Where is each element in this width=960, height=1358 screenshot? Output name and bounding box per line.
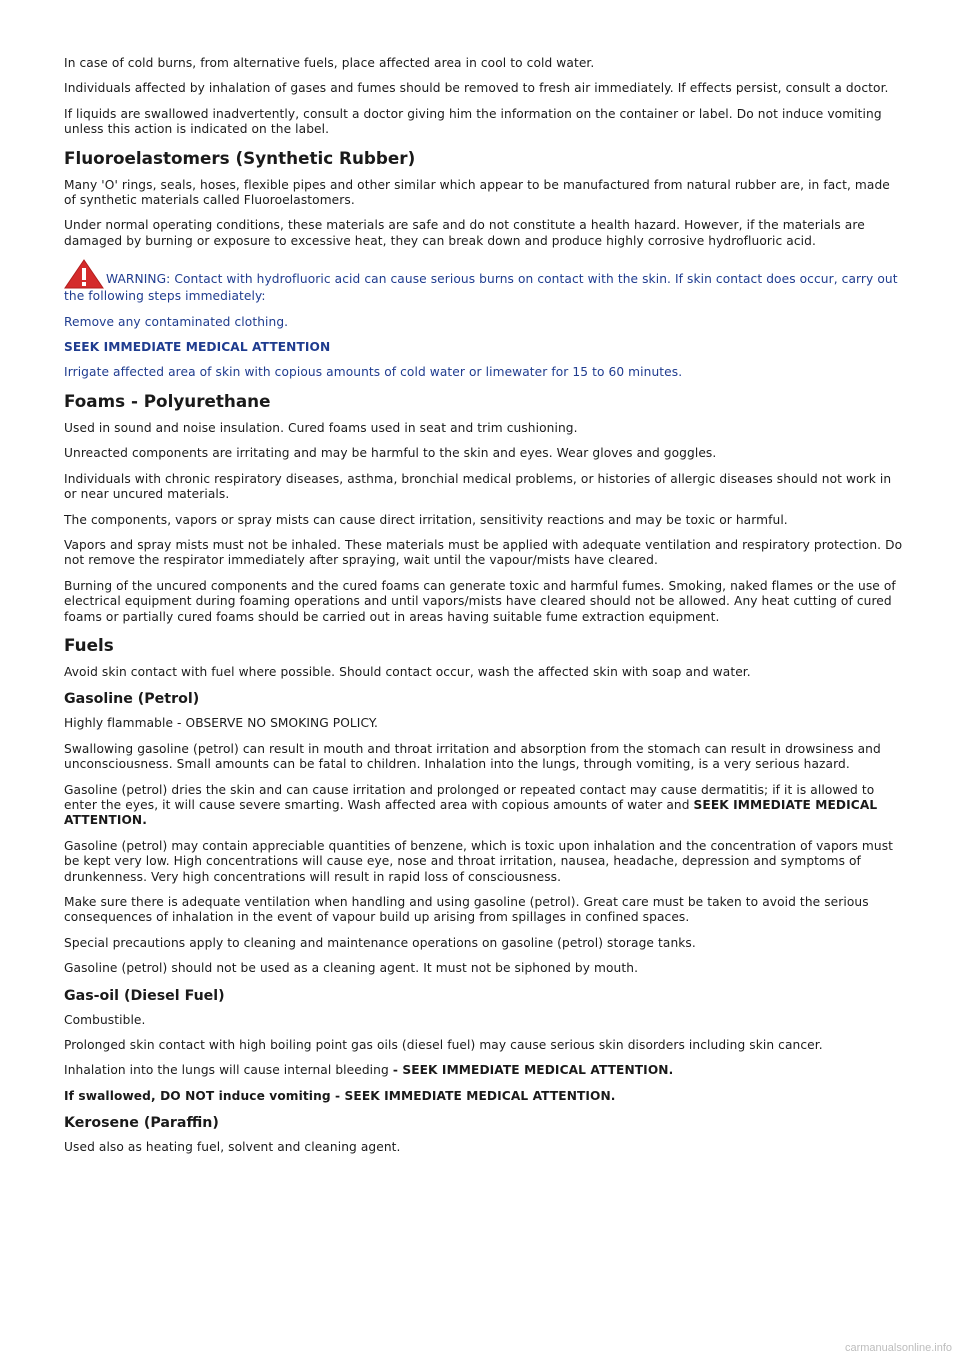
section-heading-fuels: Fuels [64,634,114,655]
paragraph: Make sure there is adequate ventilation when handling and using gasoline (petrol). Great care must be taken to avoid the serious consequences of inhalation in the event of vapour build up arising from spillages in confined spaces. [64,895,869,925]
paragraph [64,783,904,829]
warning-block [64,259,904,304]
paragraph: In case of cold burns, from alternative fuels, place affected area in cool to cold water. [64,56,595,70]
paragraph: Special precautions apply to cleaning and maintenance operations on gasoline (petrol) storage tanks. [64,935,696,950]
warning-triangle-icon [64,259,104,289]
paragraph: Used also as heating fuel, solvent and cleaning agent. [64,1140,401,1155]
paragraph: Combustible. [64,1012,146,1027]
paragraph: Individuals affected by inhalation of gases and fumes should be removed to fresh air immediately. If effects persist, consult a doctor. [64,81,889,96]
paragraph: Unreacted components are irritating and may be harmful to the skin and eyes. Wear gloves and goggles. [64,446,717,461]
paragraph: Burning of the uncured components and the cured foams can generate toxic and harmful fumes. Smoking, naked flames or the use of electrical equipment during foaming operations and until vapors/mists have cleared should not be allowed. Any heat cutting of cured foams or partially cured foams should be carried out in areas having suitable fume extraction equipment. [64,578,896,624]
paragraph: Individuals with chronic respiratory diseases, asthma, bronchial medical problems, or histories of allergic diseases should not work in or near uncured materials. [64,471,892,502]
subsection-heading-gasoline: Gasoline (Petrol) [64,691,200,708]
paragraph: Gasoline (petrol) should not be used as a cleaning agent. It must not be siphoned by mouth. [64,961,639,976]
paragraph: Vapors and spray mists must not be inhaled. These materials must be applied with adequate ventilation and respiratory protection. Do not remove the respirator immediately after spraying, wait until the vapour/mists have cleared. [64,537,903,568]
paragraph: The components, vapors or spray mists can cause direct irritation, sensitivity reactions and may be toxic or harmful. [64,512,788,527]
subsection-heading-kerosene: Kerosene (Paraffin) [64,1115,219,1132]
warning-step-bold: SEEK IMMEDIATE MEDICAL ATTENTION [64,340,331,355]
paragraph: Gasoline (petrol) may contain appreciable quantities of benzene, which is toxic upon inhalation and the concentration of vapors must be kept very low. High concentrations will cause eye, nose and throat irritation, nausea, headache, depression and symptoms of drunkenness. Very high concentrations will result in rapid loss of consciousness. [64,838,894,884]
paragraph: If liquids are swallowed inadvertently, consult a doctor giving him the information on the container or label. Do not induce vomiting unless this action is indicated on the label. [64,106,882,137]
warning-step [64,340,904,355]
subsection-heading-gasoil: Gas-oil (Diesel Fuel) [64,987,225,1004]
paragraph-text: Gasoline (petrol) dries the skin and can cause irritation and prolonged or repeated contact may cause dermatitis; if it is allowed to enter the eyes, it will cause severe smarting. Wash affected area with copious amounts of water and [64,782,875,812]
manual-page [64,56,904,1166]
paragraph: Used in sound and noise insulation. Cured foams used in seat and trim cushioning. [64,420,578,435]
paragraph [64,1089,904,1104]
paragraph [64,1063,904,1078]
paragraph: Highly flammable - OBSERVE NO SMOKING POLICY. [64,716,378,731]
paragraph-bold: SEEK IMMEDIATE MEDICAL ATTENTION. [64,797,878,828]
section-heading-fluoroelastomers: Fluoroelastomers (Synthetic Rubber) [64,147,416,168]
paragraph-bold: If swallowed, DO NOT induce vomiting - SEEK IMMEDIATE MEDICAL ATTENTION. [64,1088,616,1103]
paragraph-text: Inhalation into the lungs will cause internal bleeding [64,1063,393,1078]
paragraph: Avoid skin contact with fuel where possible. Should contact occur, wash the affected skin with soap and water. [64,664,751,679]
watermark: carmanualsonline.info [844,1342,952,1354]
warning-text: WARNING: Contact with hydrofluoric acid can cause serious burns on contact with the skin. If skin contact does occur, carry out the following steps immediately: [64,272,898,304]
paragraph: Many 'O' rings, seals, hoses, flexible pipes and other similar which appear to be manufactured from natural rubber are, in fact, made of synthetic materials called Fluoroelastomers. [64,177,890,208]
paragraph: Prolonged skin contact with high boiling point gas oils (diesel fuel) may cause serious skin disorders including skin cancer. [64,1038,823,1053]
paragraph: Under normal operating conditions, these materials are safe and do not constitute a health hazard. However, if the materials are damaged by burning or exposure to excessive heat, they can break down and produce highly corrosive hydrofluoric acid. [64,218,865,248]
paragraph: Swallowing gasoline (petrol) can result in mouth and throat irritation and absorption from the stomach can result in drowsiness and unconsciousness. Small amounts can be fatal to children. Inhalation into the lungs, through vomiting, is a very serious hazard. [64,741,881,772]
warning-step: Remove any contaminated clothing. [64,314,289,329]
paragraph-bold: - SEEK IMMEDIATE MEDICAL ATTENTION. [392,1063,674,1078]
warning-step: Irrigate affected area of skin with copious amounts of cold water or limewater for 15 to 60 minutes. [64,365,683,380]
section-heading-foams: Foams - Polyurethane [64,390,271,411]
